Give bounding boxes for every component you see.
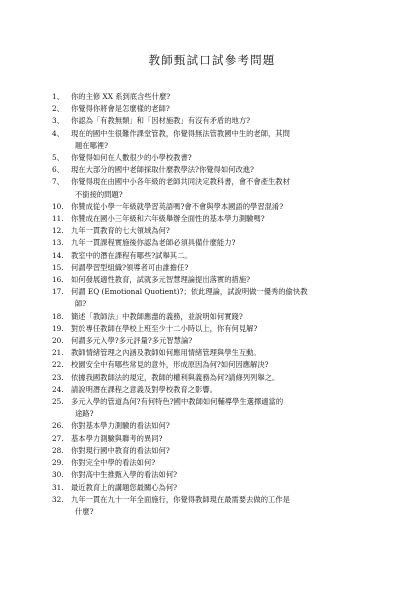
- question-text-line: 如何發展適性教育，試就多元智慧理論提出落實的措施?: [71, 275, 251, 285]
- question-text: [71, 445, 372, 457]
- question-item: [52, 420, 372, 432]
- question-number: 30.: [52, 470, 64, 480]
- question-text: [71, 335, 372, 347]
- question-item: [52, 482, 372, 494]
- question-text-line: 教室中的潛在課程有哪些?試舉其二。: [71, 250, 192, 260]
- question-item: [52, 176, 372, 200]
- question-item: [52, 237, 372, 249]
- question-text: [71, 250, 372, 262]
- question-text-line: 現在的國中生很難作課堂管教，你覺得無法管教國中生的老師，其問: [71, 128, 290, 138]
- question-text: [71, 262, 372, 274]
- question-text: [71, 164, 372, 176]
- question-number: 7、: [52, 177, 64, 187]
- question-item: [52, 250, 372, 262]
- question-number: 10.: [52, 201, 64, 211]
- question-text-line: 九年一貫教育的七大領域為何?: [71, 226, 170, 236]
- question-number: 6、: [52, 165, 64, 175]
- document-title: 教師甄試口試參考問題: [148, 53, 276, 67]
- question-item: [52, 225, 372, 237]
- question-text-line: 簡述「教師法」中教師應盡的義務，並說明如何實踐?: [71, 311, 243, 321]
- question-text: [71, 274, 372, 286]
- question-number: 22.: [52, 360, 64, 370]
- question-text: [71, 213, 372, 225]
- question-item: [52, 213, 372, 225]
- question-number: 13.: [52, 238, 64, 248]
- question-text-line: 你贊成在國小三年級和六年級舉辦全面性的基本學力測驗嗎?: [71, 214, 265, 224]
- question-text: [71, 482, 372, 494]
- question-text-line: 教師情緒管理之內涵及教師如何應用情緒管理與學生互動。: [71, 348, 261, 358]
- question-text: [71, 103, 372, 115]
- question-text-line: 你認為「有教無類」和「因材施教」有沒有矛盾的地方?: [71, 116, 251, 126]
- question-number: 16.: [52, 275, 64, 285]
- question-text: [71, 91, 372, 103]
- question-item: [52, 359, 372, 371]
- question-text-line: 基本學力測驗與聯考的異同?: [71, 433, 163, 443]
- question-text: [71, 396, 372, 420]
- question-text: [71, 323, 372, 335]
- question-item: [52, 457, 372, 469]
- question-text: [71, 420, 372, 432]
- question-text: [71, 225, 372, 237]
- question-number: 4、: [52, 128, 64, 138]
- question-text: [71, 372, 372, 384]
- question-text-line: 請說明潛在課程之意義及對學校教育之影響。: [71, 384, 217, 394]
- question-item: [52, 433, 372, 445]
- question-text: [71, 469, 372, 481]
- question-number: 11.: [52, 214, 64, 224]
- question-text: [71, 115, 372, 127]
- question-text-line: 九年一貫在九十一年全面施行，你覺得教師現在最需要去做的工作是: [71, 494, 290, 504]
- question-number: 24.: [52, 384, 64, 394]
- question-item: [52, 396, 372, 420]
- question-item: [52, 262, 372, 274]
- question-text-line: 校園安全中有哪些常見的意外，形成原因為何?如何因應解決?: [71, 360, 269, 370]
- question-number: 29.: [52, 458, 64, 468]
- question-item: [52, 494, 372, 518]
- question-text: [71, 152, 372, 164]
- question-text: [71, 457, 372, 469]
- question-number: 14.: [52, 250, 64, 260]
- question-number: 25.: [52, 397, 64, 407]
- question-text-line: 何謂多元入學?多元評量?多元智慧論?: [71, 336, 193, 346]
- question-number: 23.: [52, 372, 64, 382]
- question-number: 3、: [52, 116, 64, 126]
- question-number: 31.: [52, 482, 64, 492]
- question-number: 26.: [52, 421, 64, 431]
- question-text: [71, 128, 372, 152]
- question-number: 27.: [52, 433, 64, 443]
- question-text-line: 依據我國教師法的規定，教師的權利與義務為何?請條列列舉之。: [71, 372, 280, 382]
- question-text-line: 什麼?: [75, 506, 94, 516]
- question-item: [52, 372, 372, 384]
- question-text-line: 你對現行國中教育的看法如何?: [71, 445, 170, 455]
- question-item: [52, 311, 372, 323]
- question-item: [52, 335, 372, 347]
- question-text-line: 對於專任教師在學校上班至少十二小時以上，你有何見解?: [71, 323, 258, 333]
- question-item: [52, 384, 372, 396]
- question-text: [71, 286, 372, 310]
- question-number: 19.: [52, 323, 64, 333]
- question-item: [52, 152, 372, 164]
- question-text-line: 何謂 EQ (Emotional Quotient)?；依此理論，試說明做一優秀的偷快教: [71, 287, 308, 297]
- question-text-line: 最近教育上的講題您最關心為何?: [71, 482, 178, 492]
- question-item: [52, 445, 372, 457]
- question-number: 15.: [52, 262, 64, 272]
- question-text-line: 九年一貫課程實施後你認為老師必須具備什麼能力?: [71, 238, 236, 248]
- question-list: [52, 91, 372, 518]
- question-text: [71, 433, 372, 445]
- question-item: [52, 201, 372, 213]
- question-item: [52, 286, 372, 310]
- question-item: [52, 469, 372, 481]
- question-number: 32.: [52, 494, 64, 504]
- question-text-line: 你贊成從小學一年級就學習英語嗎?會不會與學本國語的學習混淆?: [71, 201, 284, 211]
- question-text-line: 多元入學的管道為何?有何特色?國中教師如何輔導學生選擇適當的: [71, 397, 284, 407]
- question-text-line: 題在哪裡?: [75, 140, 109, 150]
- question-number: 28.: [52, 445, 64, 455]
- question-text: [71, 359, 372, 371]
- question-text: [71, 494, 372, 518]
- question-number: 5、: [52, 153, 64, 163]
- question-text-line: 你的主修 XX 系到底含些什麼?: [71, 92, 171, 101]
- question-text-line: 師?: [75, 299, 87, 309]
- question-text-line: 你對高中生推甄入學的看法如何?: [71, 470, 178, 480]
- question-text-line: 現在大部分的國中老師採取什麼教學法?你覺得如何改進?: [71, 165, 254, 175]
- question-number: 18.: [52, 311, 64, 321]
- question-text-line: 途路?: [75, 409, 94, 419]
- question-text-line: 你對基本學力測驗的看法如何?: [71, 421, 170, 431]
- question-item: [52, 323, 372, 335]
- question-text: [71, 201, 372, 213]
- question-text: [71, 176, 372, 200]
- question-text-line: 何謂學習型組織?領導者可由誰擔任?: [71, 262, 189, 272]
- question-text-line: 你覺得你將會是怎麼樣的老師?: [71, 104, 170, 114]
- question-text-line: 你覺得如何在人數很少的小學校教書?: [71, 153, 192, 163]
- question-item: [52, 164, 372, 176]
- question-text-line: 不銜接的問題?: [75, 189, 123, 199]
- question-text: [71, 237, 372, 249]
- question-number: 20.: [52, 336, 64, 346]
- question-number: 2、: [52, 104, 64, 114]
- question-item: [52, 347, 372, 359]
- question-number: 1、: [52, 92, 64, 101]
- question-item: [52, 274, 372, 286]
- question-number: 12.: [52, 226, 64, 236]
- question-item: [52, 128, 372, 152]
- question-item: [52, 115, 372, 127]
- question-text-line: 你對完全中學的看法如何?: [71, 458, 156, 468]
- question-text: [71, 384, 372, 396]
- question-number: 21.: [52, 348, 64, 358]
- question-text: [71, 347, 372, 359]
- question-text: [71, 311, 372, 323]
- question-text-line: 你覺得現在由國中小各年級的老師共同決定教科書，會不會產生教材: [71, 177, 290, 187]
- question-item: [52, 103, 372, 115]
- question-number: 17.: [52, 287, 64, 297]
- question-item: [52, 91, 372, 103]
